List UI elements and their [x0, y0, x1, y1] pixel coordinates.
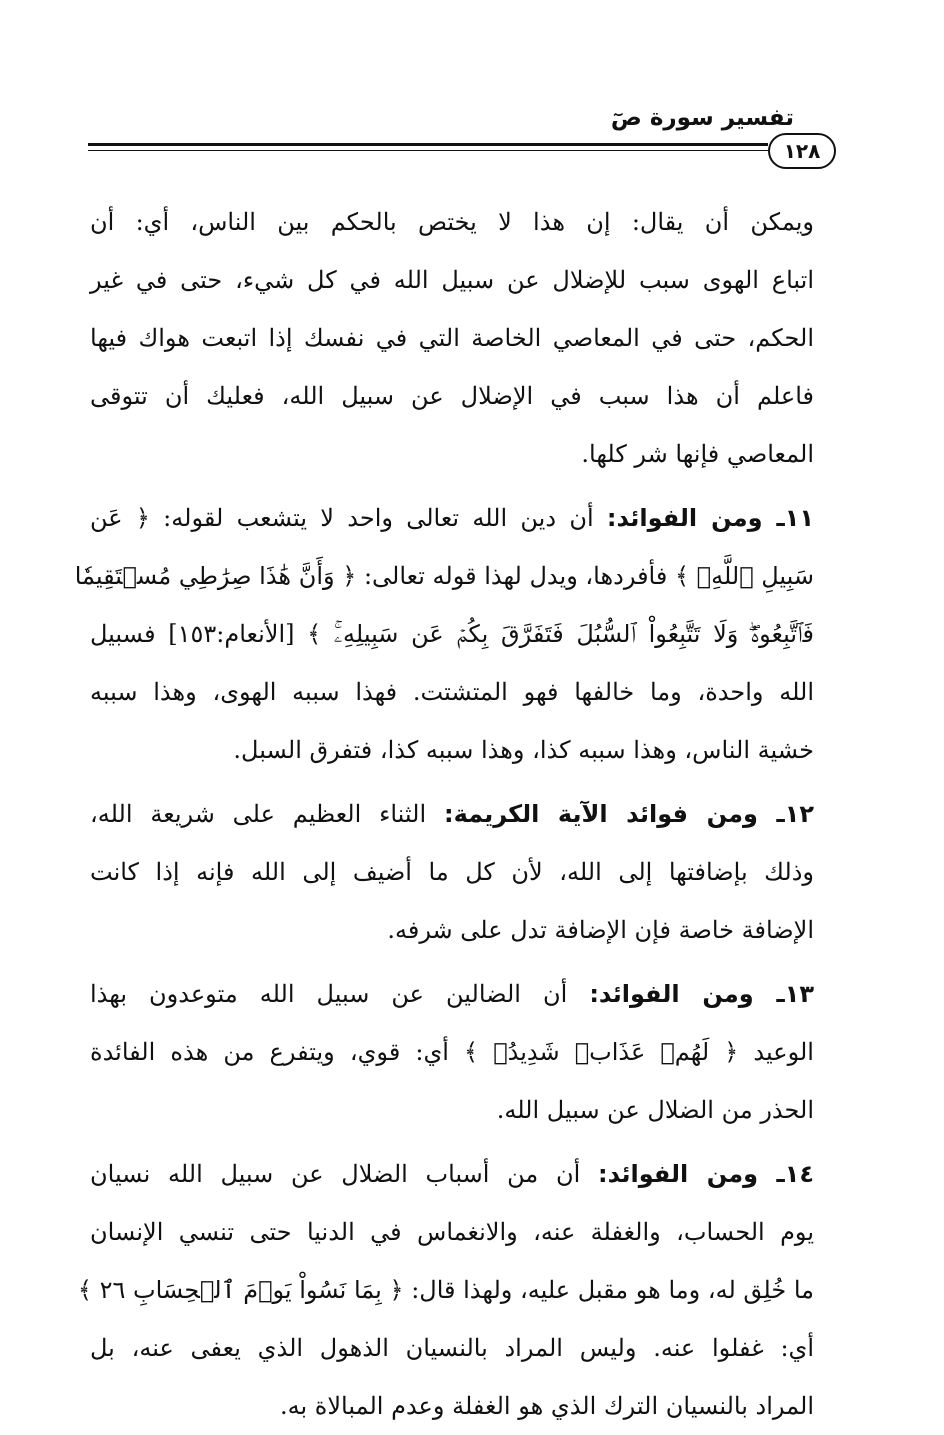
page-number: ١٢٨	[768, 133, 836, 169]
paragraph-lead: ١٣ـ ومن الفوائد:	[589, 980, 814, 1008]
text-span: أن الضالين عن سبيل الله متوعدون بهذا	[90, 980, 568, 1008]
quran-quote: فَٱتَّبِعُوهُۖ وَلَا تَتَّبِعُواْ ٱلسُّبُلَ فَتَفَرَّقَ بِكُمۡ عَن سَبِيلِهِۦۚ	[333, 620, 814, 648]
header-rule-thick	[88, 143, 768, 146]
text-line: المعاصي فإنها شر كلها.	[581, 440, 814, 468]
quran-quote: عَن	[90, 504, 123, 532]
quran-quote: سَبِيلِ ٱللَّهِۚ	[696, 562, 814, 590]
text-line: أي: غفلوا عنه. وليس المراد بالنسيان الذهول الذي يعفى عنه، بل	[90, 1334, 814, 1362]
paragraph-lead: ١٤ـ ومن الفوائد:	[598, 1160, 815, 1188]
text-span: ما خُلِق له، وما هو مقبل عليه، ولهذا قال: ﴿	[389, 1276, 814, 1304]
text-line: الإضافة خاصة فإن الإضافة تدل على شرفه.	[387, 916, 814, 944]
text-span: ﴾ فأفردها، ويدل لهذا قوله تعالى: ﴿	[342, 562, 690, 590]
text-line	[90, 1145, 814, 1203]
text-line	[90, 965, 814, 1023]
text-line: المراد بالنسيان الترك الذي هو الغفلة وعدم المبالاة به.	[279, 1392, 814, 1420]
text-line: اتباع الهوى سبب للإضلال عن سبيل الله في كل شيء، حتى في غير	[90, 266, 814, 294]
text-line	[90, 785, 814, 843]
text-span: الثناء العظيم على شريعة الله،	[90, 800, 444, 828]
text-span: أن من أسباب الضلال عن سبيل الله نسيان	[90, 1160, 581, 1188]
text-line	[90, 1023, 814, 1081]
text-line: الحذر من الضلال عن سبيل الله.	[496, 1096, 814, 1124]
text-line	[77, 1261, 814, 1319]
text-span: ﴾ أي: قوي، ويتفرع من هذه الفائدة	[90, 1038, 479, 1066]
text-line: فاعلم أن هذا سبب في الإضلال عن سبيل الله، فعليك أن تتوقى	[90, 382, 814, 410]
quran-quote: بِمَا نَسُواْ يَوۡمَ ٱلۡحِسَابِ ٢٦	[99, 1276, 382, 1304]
quran-quote: لَهُمۡ عَذَابٞ شَدِيدُۢ	[493, 1038, 710, 1066]
quran-quote: وَأَنَّ هَٰذَا صِرَٰطِي مُسۡتَقِيمٗا	[74, 562, 335, 590]
body-text	[74, 193, 815, 1435]
text-span: أن دين الله تعالى واحد لا يتشعب لقوله: ﴿	[135, 504, 607, 532]
running-title: تفسير سورة صٓ	[610, 105, 794, 131]
text-span: ﴾ [الأنعام:١٥٣] فسبيل	[90, 620, 322, 648]
text-line: الله واحدة، وما خالفها فهو المتشتت. فهذا سببه الهوى، وهذا سببه	[90, 678, 814, 706]
header-rule-thin	[88, 150, 768, 151]
text-span: ﴾	[77, 1276, 92, 1304]
paragraph-lead: ١٢ـ ومن فوائد الآية الكريمة:	[443, 800, 815, 828]
paragraph-lead: ١١ـ ومن الفوائد:	[606, 504, 814, 532]
text-line	[74, 547, 814, 605]
text-line	[90, 605, 814, 663]
text-line: وذلك بإضافتها إلى الله، لأن كل ما أضيف إلى الله فإنه إذا كانت	[90, 858, 814, 886]
text-span: الوعيد ﴿	[724, 1038, 814, 1066]
text-line: ويمكن أن يقال: إن هذا لا يختص بالحكم بين الناس، أي: أن	[90, 208, 814, 236]
text-line: الحكم، حتى في المعاصي الخاصة التي في نفسك إذا اتبعت هواك فيها	[90, 324, 814, 352]
text-line: يوم الحساب، والغفلة عنه، والانغماس في الدنيا حتى تنسي الإنسان	[90, 1218, 815, 1246]
text-line: خشية الناس، وهذا سببه كذا، وهذا سببه كذا، فتفرق السبل.	[233, 736, 814, 764]
text-line	[90, 489, 814, 547]
